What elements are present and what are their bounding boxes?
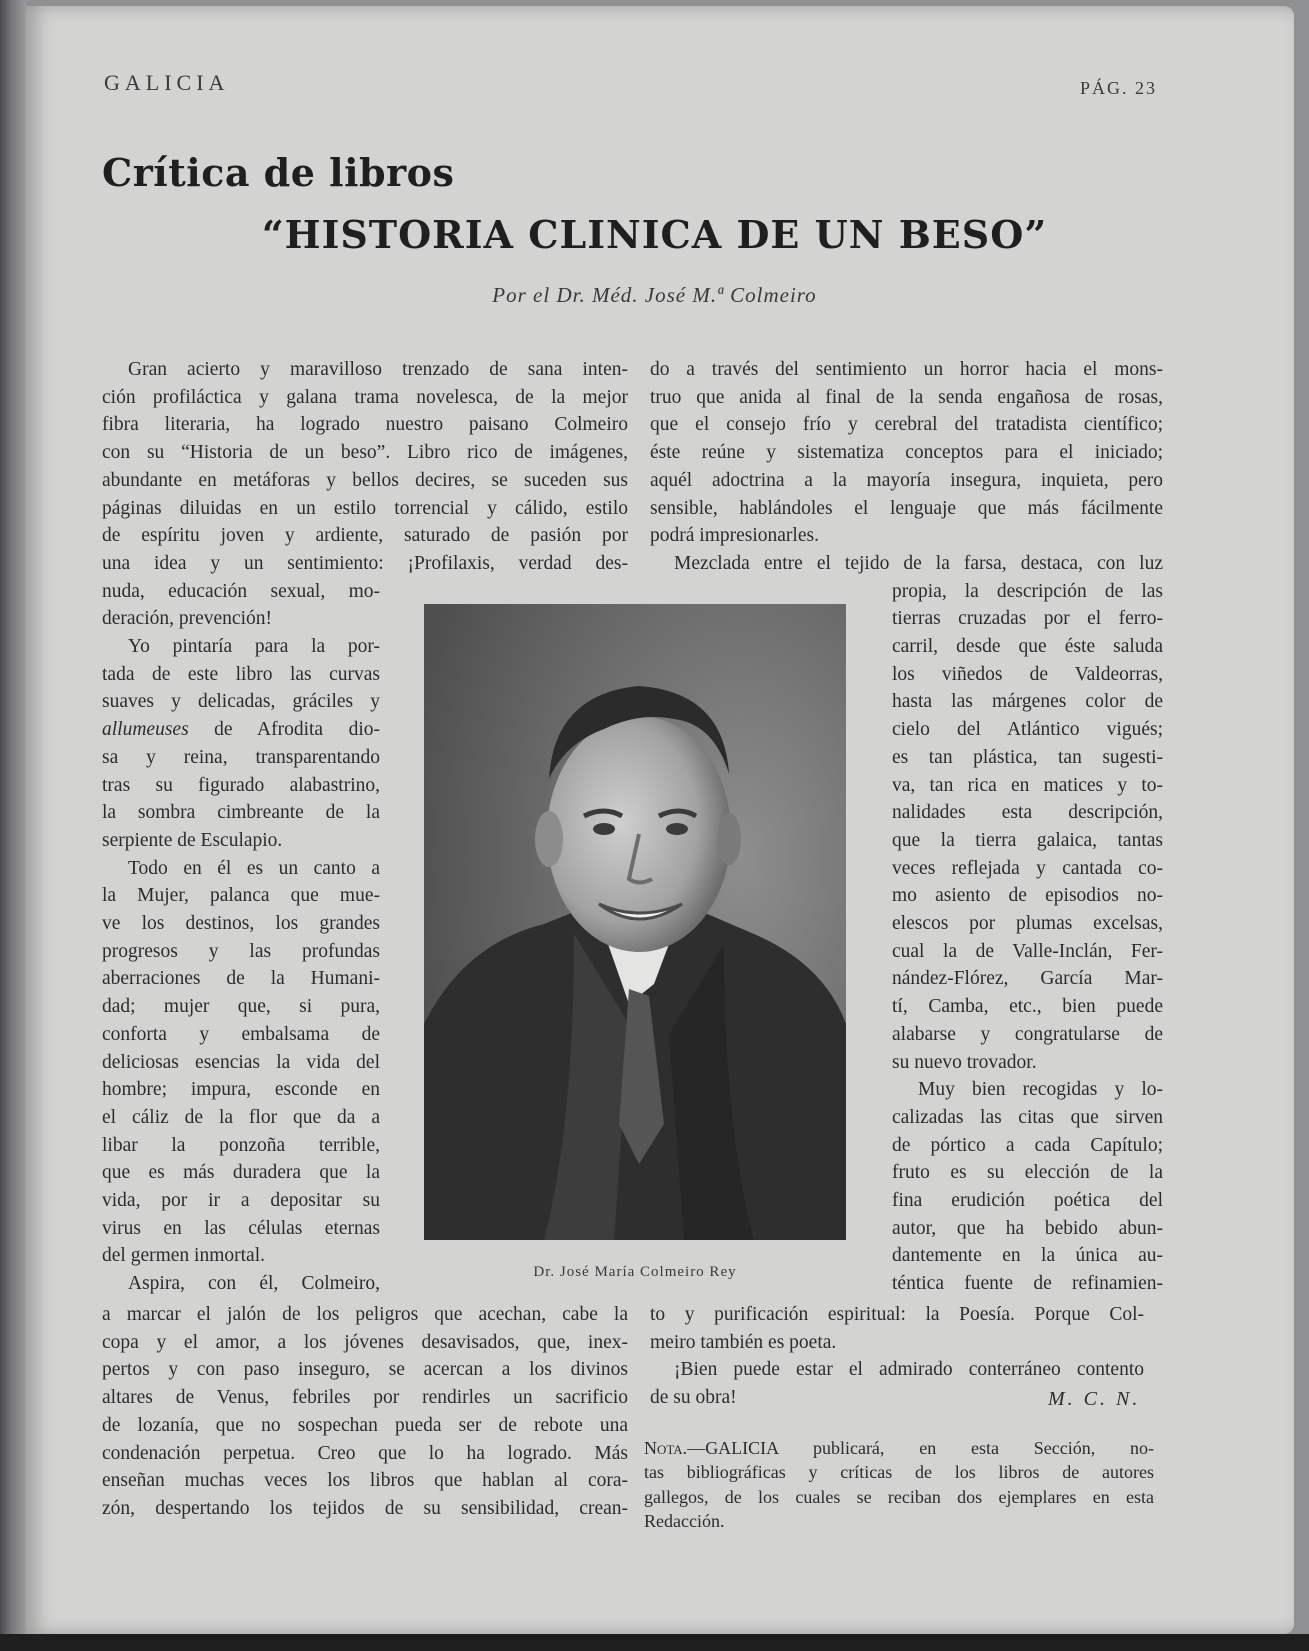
left-bottom-line: de lozanía, que no sospechan pueda ser de rebote una — [102, 1414, 628, 1436]
left-narrow-line: virus en las células eternas — [102, 1217, 380, 1239]
left-narrow-line: el cáliz de la flor que da a — [102, 1106, 380, 1128]
left-bottom-line: pertos y con paso inseguro, se acercan a los divinos — [102, 1359, 628, 1381]
page-bottom-edge — [0, 1634, 1309, 1651]
right-full-line: aquél adoctrina a la mayoría insegura, inquieta, pero — [650, 469, 1163, 491]
note-text: —GALICIA publicará, en esta Sección, no- — [687, 1438, 1154, 1458]
right-full-line: podrá impresionarles. — [650, 525, 819, 547]
right-narrow-line: alabarse y congratularse de — [892, 1023, 1163, 1045]
right-narrow-line: que la tierra galaica, tantas — [892, 829, 1163, 851]
photo-caption: Dr. José María Colmeiro Rey — [533, 1264, 737, 1280]
right-narrow-line: calizadas las citas que sirven — [892, 1106, 1163, 1128]
right-narrow-line: los viñedos de Valdeorras, — [892, 663, 1163, 685]
right-narrow-line: veces reflejada y cantada co- — [892, 857, 1163, 879]
left-bottom-line: a marcar el jalón de los peligros que acechan, cabe la — [102, 1304, 628, 1325]
left-narrow-line: la Mujer, palanca que mue- — [102, 885, 380, 907]
left-narrow-line: progresos y las profundas — [102, 940, 380, 962]
left-narrow-line: suaves y delicadas, gráciles y — [102, 691, 380, 713]
page-number: PÁG. 23 — [1080, 78, 1158, 98]
editorial-note-line-0 — [644, 1436, 1154, 1461]
left-narrow-line: que es más duradera que la — [102, 1162, 380, 1184]
left-narrow-line: tada de este libro las curvas — [102, 663, 380, 685]
left-bottom-line: enseñan muchas veces los libros que hablan al cora- — [102, 1470, 628, 1492]
right-narrow-line: tí, Camba, etc., bien puede — [892, 996, 1163, 1018]
right-narrow-line: nández-Flórez, García Mar- — [892, 968, 1163, 990]
right-full-line: que el consejo frío y cerebral del tratadista científico; — [650, 414, 1163, 436]
right-bottom-line: to y purificación espiritual: la Poesía. Porque Col- — [650, 1304, 1144, 1325]
left-narrow-line: nuda, educación sexual, mo- — [102, 580, 380, 602]
right-full-line: truo que anida al final de la senda engañosa de rosas, — [650, 386, 1163, 408]
left-narrow-line: allumeuses de Afrodita dio- — [102, 719, 380, 741]
editorial-note-line-1: tas bibliográficas y críticas de los libros de autores — [644, 1462, 1154, 1482]
right-narrow-line: fruto es su elección de la — [892, 1162, 1163, 1184]
article-byline: Por el Dr. Méd. José M.ª Colmeiro — [492, 283, 817, 307]
left-narrow-line: aberraciones de la Humani- — [102, 968, 380, 990]
right-narrow-line: elescos por plumas excelsas, — [892, 913, 1163, 934]
right-narrow-line: cual la de Valle-Inclán, Fer- — [892, 940, 1163, 962]
left-full-line: ción profiláctica y galana trama novelesca, de la mejor — [102, 386, 628, 408]
left-full-line: una idea y un sentimiento: ¡Profilaxis, verdad des- — [102, 552, 628, 574]
right-narrow-line: su nuevo trovador. — [892, 1051, 1037, 1073]
right-narrow-line: hasta las márgenes color de — [892, 691, 1163, 713]
section-title: Crítica de libros — [102, 150, 455, 195]
left-narrow-line: ve los destinos, los grandes — [102, 913, 380, 934]
left-narrow-line: dad; mujer que, si pura, — [102, 996, 380, 1018]
right-narrow-line: dantemente en la única au- — [892, 1245, 1163, 1267]
left-narrow-line: serpiente de Esculapio. — [102, 829, 283, 851]
right-bottom-line: de su obra! — [650, 1387, 737, 1409]
left-narrow-line: libar la ponzoña terrible, — [102, 1134, 380, 1156]
right-narrow-line: autor, que ha bebido abun- — [892, 1217, 1163, 1239]
right-full-line: do a través del sentimiento un horror hacia el mons- — [650, 359, 1163, 380]
editorial-note-line-2: gallegos, de los cuales se reciban dos ejemplares en esta — [644, 1487, 1154, 1507]
left-narrow-line: hombre; impura, esconde en — [102, 1079, 380, 1101]
left-full-line: páginas diluidas en un estilo torrencial y cálido, estilo — [102, 497, 628, 519]
left-narrow-line: Aspira, con él, Colmeiro, — [128, 1273, 380, 1295]
right-full-line: sensible, hablándoles el lenguaje que más fácilmente — [650, 497, 1163, 519]
right-narrow-line: nalidades esta descripción, — [892, 802, 1163, 824]
note-label: Nota. — [644, 1438, 688, 1458]
left-narrow-line: la sombra cimbreante de la — [102, 802, 380, 824]
left-bottom-line: zón, despertando los tejidos de su sensibilidad, crean- — [102, 1497, 628, 1519]
running-title: GALICIA — [104, 70, 230, 95]
right-narrow-line: Muy bien recogidas y lo- — [918, 1079, 1163, 1101]
article-headline: “HISTORIA CLINICA DE UN BESO” — [261, 212, 1048, 257]
right-narrow-line: fina erudición poética del — [892, 1190, 1163, 1211]
left-full-line: de espíritu joven y ardiente, saturado de pasión por — [102, 525, 628, 547]
author-signature: M. C. N. — [1048, 1388, 1141, 1410]
right-narrow-line: téntica fuente de refinamien- — [892, 1273, 1163, 1295]
right-narrow-line: de pórtico a cada Capítulo; — [892, 1134, 1163, 1156]
right-bottom-line: ¡Bien puede estar el admirado conterráneo contento — [674, 1359, 1144, 1381]
editorial-note-line-3: Redacción. — [644, 1511, 725, 1531]
left-bottom-line: altares de Venus, febriles por rendirles un sacrificio — [102, 1387, 628, 1409]
left-full-line: abundante en metáforas y bellos decires, se suceden sus — [102, 469, 628, 491]
right-narrow-line: propia, la descripción de las — [892, 580, 1163, 602]
left-narrow-line: Todo en él es un canto a — [128, 857, 380, 879]
left-bottom-line: copa y el amor, a los jóvenes desavisados, que, inex- — [102, 1331, 628, 1353]
right-narrow-line: va, tan rica en matices y to- — [892, 774, 1163, 796]
right-full-line: éste reúne y sistematiza conceptos para el iniciado; — [650, 442, 1163, 464]
left-narrow-line: vida, por ir a depositar su — [102, 1190, 380, 1211]
left-narrow-line: del germen inmortal. — [102, 1245, 265, 1267]
left-narrow-line: deliciosas esencias la vida del — [102, 1051, 380, 1073]
left-narrow-line: Yo pintaría para la por- — [128, 636, 380, 657]
left-narrow-line: conforta y embalsama de — [102, 1023, 380, 1045]
portrait-drawing — [424, 604, 846, 1240]
left-narrow-line: sa y reina, transparentando — [102, 746, 380, 768]
right-full-line: Mezclada entre el tejido de la farsa, destaca, con luz — [674, 552, 1163, 574]
right-narrow-line: es tan plástica, tan sugesti- — [892, 746, 1163, 768]
right-narrow-line: cielo del Atlántico vigués; — [892, 719, 1163, 741]
italic-word: allumeuses — [102, 719, 189, 741]
left-bottom-line: condenación perpetua. Creo que lo ha logrado. Más — [102, 1442, 628, 1464]
left-narrow-line: tras su figurado alabastrino, — [102, 774, 380, 796]
left-full-line: Gran acierto y maravilloso trenzado de sana inten- — [128, 359, 628, 380]
right-narrow-line: tierras cruzadas por el ferro- — [892, 608, 1163, 630]
right-narrow-line: carril, desde que éste saluda — [892, 636, 1163, 657]
right-narrow-line: mo asiento de episodios no- — [892, 885, 1163, 907]
left-full-line: fibra literaria, ha logrado nuestro paisano Colmeiro — [102, 414, 628, 436]
left-full-line: con su “Historia de un beso”. Libro rico de imágenes, — [102, 442, 628, 464]
author-portrait — [424, 604, 846, 1240]
left-narrow-line: deración, prevención! — [102, 608, 272, 630]
right-bottom-line: meiro también es poeta. — [650, 1331, 837, 1353]
